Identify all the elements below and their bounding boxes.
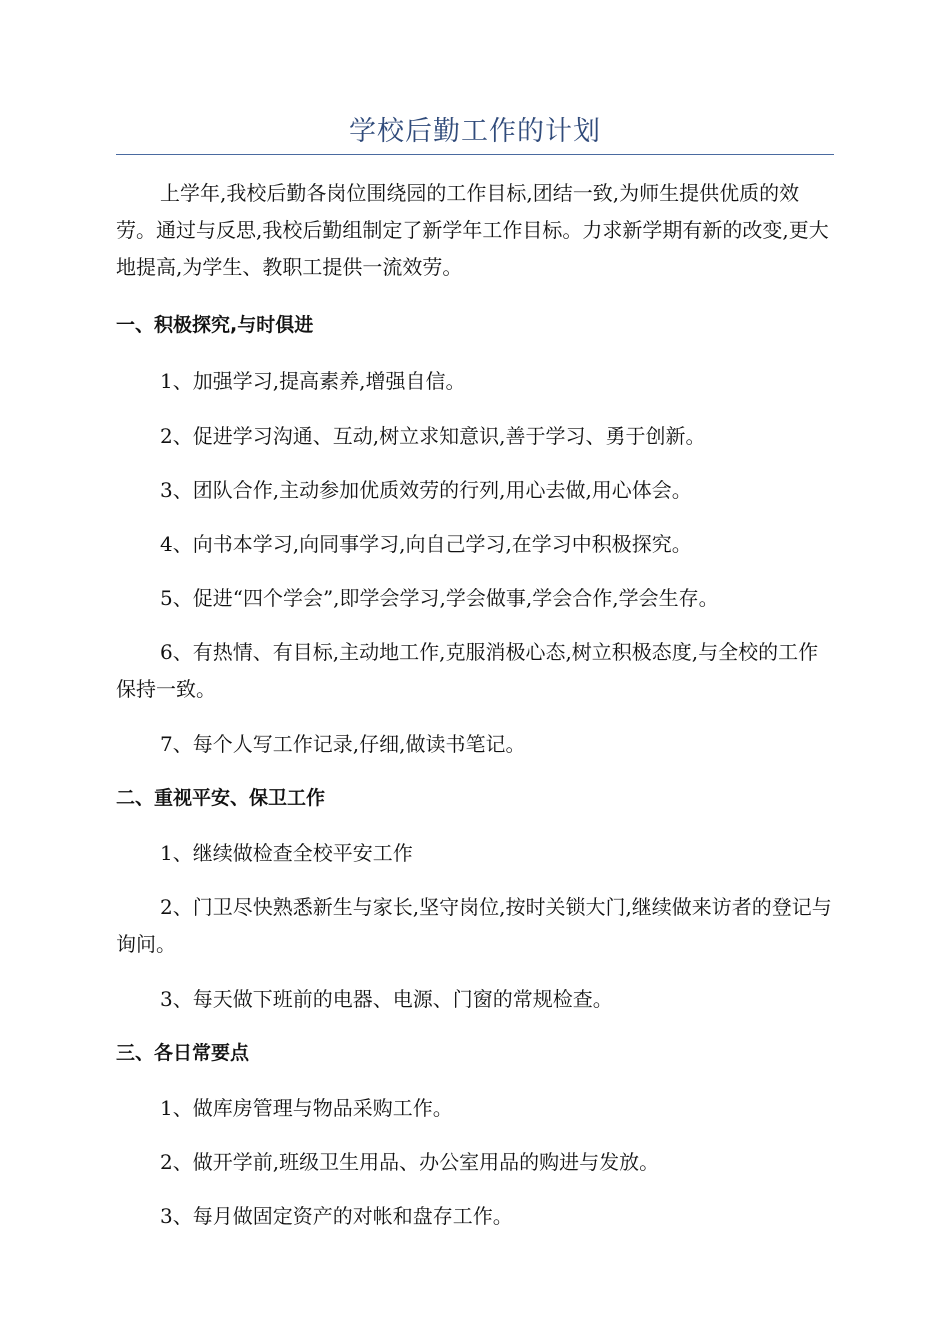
list-item: 5、促进“四个学会”,即学会学习,学会做事,学会合作,学会生存。 [160,586,719,610]
list-item: 1、加强学习,提高素养,增强自信。 [160,369,466,393]
list-item: 3、每天做下班前的电器、电源、门窗的常规检查。 [160,987,613,1011]
list-item: 2、做开学前,班级卫生用品、办公室用品的购进与发放。 [160,1150,660,1174]
list-item: 6、有热情、有目标,主动地工作,克服消极心态,树立积极态度,与全校的工作保持一致。 [116,640,819,701]
list-item: 2、门卫尽快熟悉新生与家长,坚守岗位,按时关锁大门,继续做来访者的登记与询问。 [116,895,832,956]
section-heading-3: 三、各日常要点 [116,1042,250,1064]
section-heading-1: 一、积极探究,与时俱进 [116,314,314,336]
document-title: 学校后勤工作的计划 [349,116,601,147]
list-item: 4、向书本学习,向同事学习,向自己学习,在学习中积极探究。 [160,532,692,556]
list-item: 3、每月做固定资产的对帐和盘存工作。 [160,1204,513,1228]
list-item: 1、做库房管理与物品采购工作。 [160,1096,453,1120]
list-item: 2、促进学习沟通、互动,树立求知意识,善于学习、勇于创新。 [160,424,706,448]
list-item: 3、团队合作,主动参加优质效劳的行列,用心去做,用心体会。 [160,478,692,502]
section-heading-2: 二、重视平安、保卫工作 [116,787,326,809]
intro-paragraph: 上学年,我校后勤各岗位围绕园的工作目标,团结一致,为师生提供优质的效劳。通过与反思,我校后勤组制定了新学年工作目标。力求新学期有新的改变,更大地提高,为学生、教职工提供一流效劳。 [116,181,829,279]
list-item: 1、继续做检查全校平安工作 [160,841,413,865]
title-underline [116,154,834,155]
list-item: 7、每个人写工作记录,仔细,做读书笔记。 [160,732,526,756]
